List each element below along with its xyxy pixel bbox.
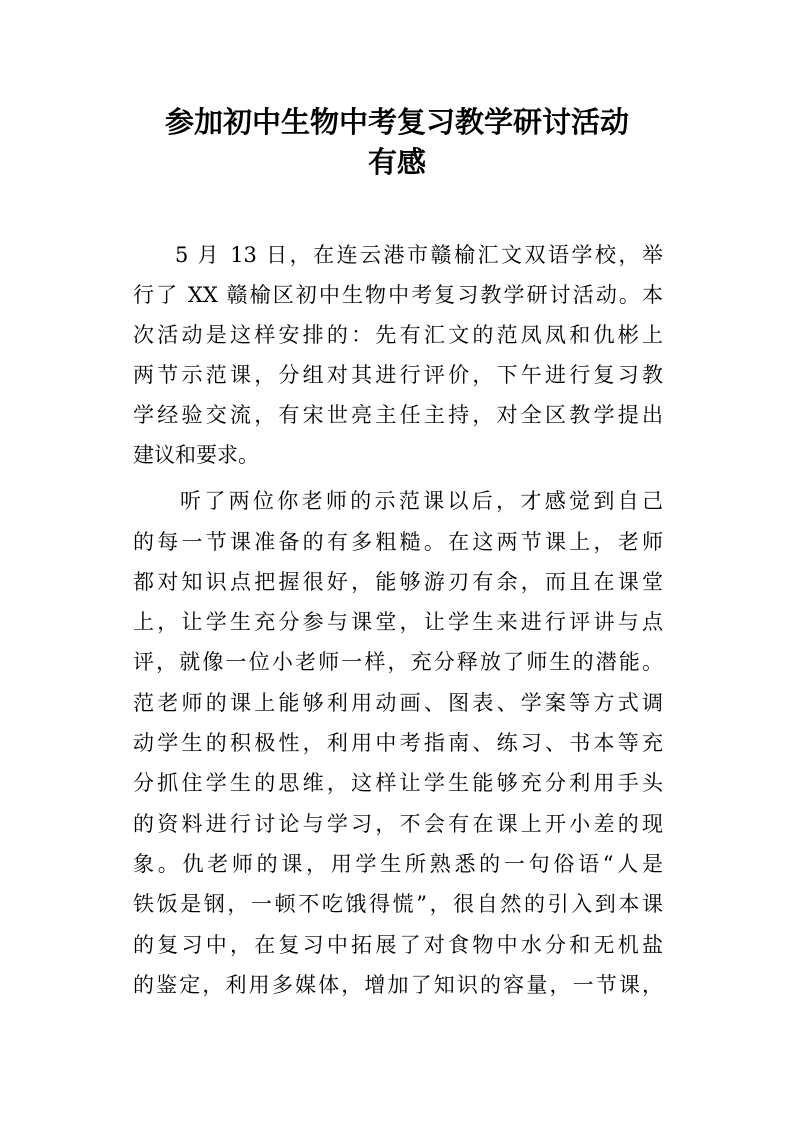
paragraph-line: 行了 XX 赣榆区初中生物中考复习教学研讨活动。本 — [133, 283, 663, 307]
paragraph-line: 建议和要求。 — [133, 443, 259, 467]
paragraph-line: 听了两位你老师的示范课以后，才感觉到自己 — [180, 489, 663, 513]
paragraph-line: 评，就像一位小老师一样，充分释放了师生的潜能。 — [133, 650, 663, 674]
paragraph-line: 都对知识点把握很好，能够游刃有余，而且在课堂 — [133, 570, 663, 594]
paragraph-line: 范老师的课上能够利用动画、图表、学案等方式调 — [133, 691, 663, 715]
paragraph-line: 次活动是这样安排的：先有汇文的范凤凤和仇彬上 — [133, 323, 663, 347]
paragraph-line: 象。仇老师的课，用学生所熟悉的一句俗语“人是 — [133, 852, 663, 876]
document-title-line-1: 参加初中生物中考复习教学研讨活动 — [164, 105, 629, 139]
paragraph-line: 上，让学生充分参与课堂，让学生来进行评讲与点 — [133, 610, 663, 634]
paragraph-line: 的每一节课准备的有多粗糙。在这两节课上，老师 — [133, 530, 663, 554]
paragraph-line: 的鉴定，利用多媒体，增加了知识的容量，一节课， — [133, 973, 663, 997]
paragraph-line: 的复习中，在复习中拓展了对食物中水分和无机盐 — [133, 933, 663, 957]
paragraph-line: 铁饭是钢，一顿不吃饿得慌”，很自然的引入到本课 — [133, 892, 663, 916]
paragraph-line: 学经验交流，有宋世亮主任主持，对全区教学提出 — [133, 403, 663, 427]
paragraph-line: 的资料进行讨论与学习，不会有在课上开小差的现 — [133, 812, 663, 836]
paragraph-line: 动学生的积极性，利用中考指南、练习、书本等充 — [133, 731, 663, 755]
document-title-line-2: 有感 — [367, 145, 426, 179]
paragraph-line: 分抓住学生的思维，这样让学生能够充分利用手头 — [133, 771, 663, 795]
paragraph-line: 5 月 13 日，在连云港市赣榆汇文双语学校，举 — [175, 243, 663, 267]
paragraph-line: 两节示范课，分组对其进行评价，下午进行复习教 — [133, 363, 663, 387]
